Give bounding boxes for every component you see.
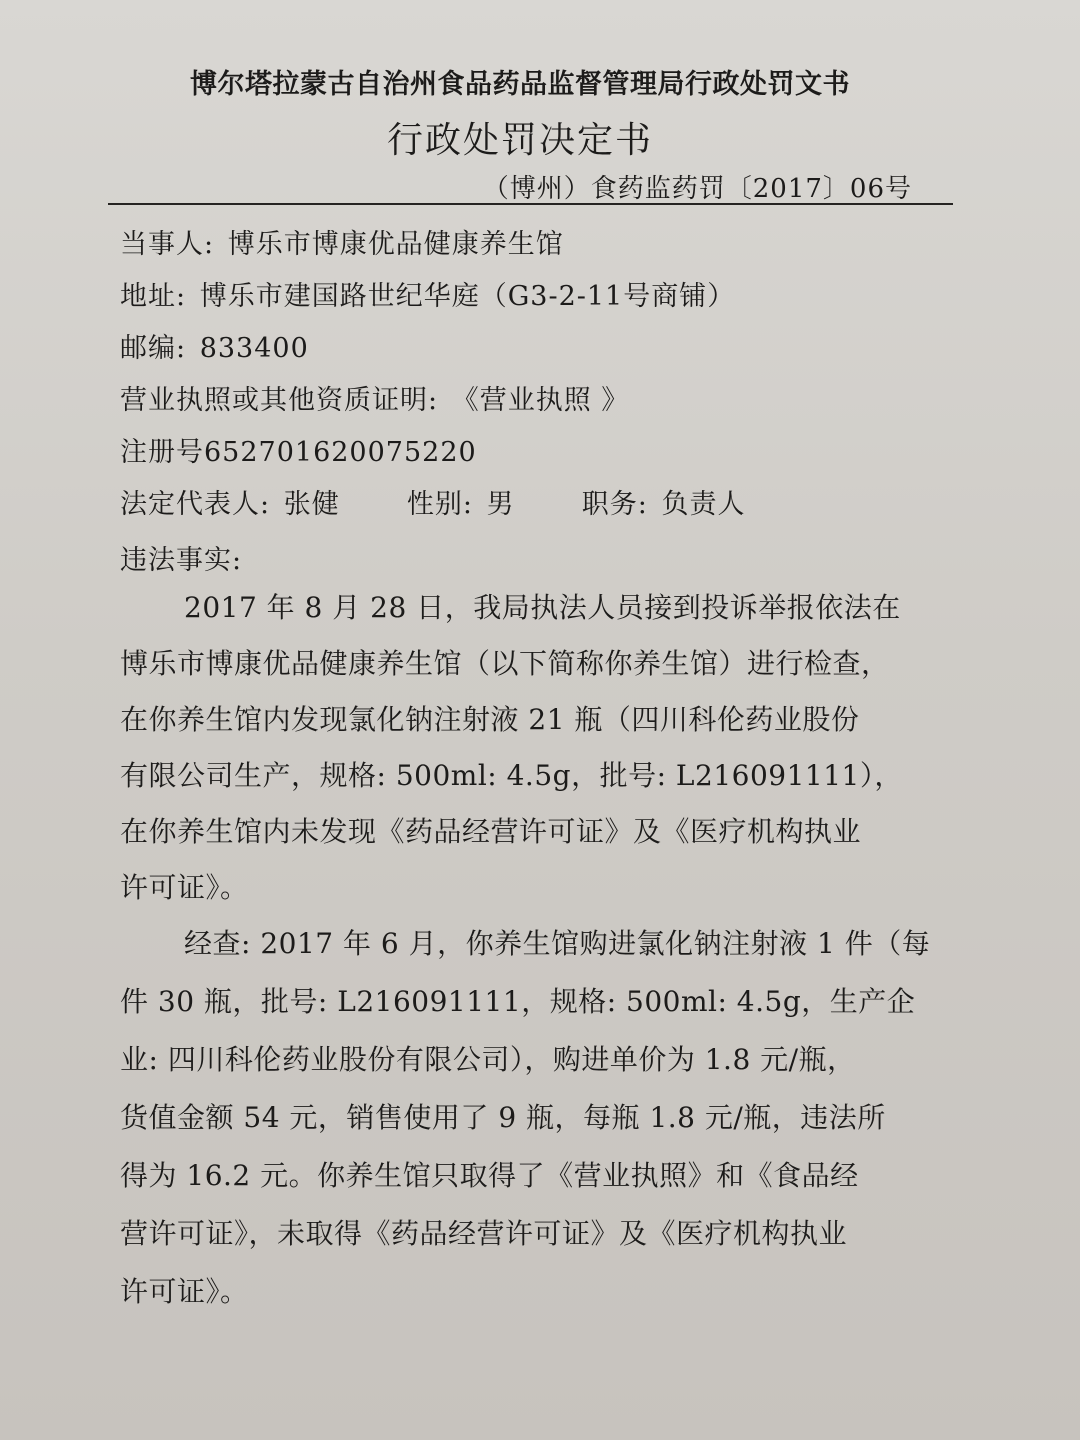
license-line [120, 378, 629, 417]
postcode-line [120, 326, 309, 365]
facts-p2-line: 得为 16.2 元。你养生馆只取得了《营业执照》和《食品经 [120, 1159, 859, 1192]
postcode-value: 833400 [199, 333, 309, 364]
license-label: 营业执照或其他资质证明: [120, 385, 439, 416]
gender-value: 男 [486, 489, 515, 520]
facts-p2-line: 货值金额 54 元，销售使用了 9 瓶，每瓶 1.8 元/瓶，违法所 [120, 1101, 886, 1134]
document-number: （博州）食药监药罚〔2017〕06号 [482, 174, 912, 204]
party-line [120, 222, 564, 261]
issuer-title: 博尔塔拉蒙古自治州食品药品监督管理局行政处罚文书 [190, 69, 850, 100]
registration-label: 注册号 [120, 437, 204, 468]
party-value: 博乐市博康优品健康养生馆 [227, 229, 564, 260]
facts-p2-line: 件 30 瓶，批号: L216091111，规格: 500ml: 4.5g，生产企 [120, 985, 916, 1018]
facts-p2-line: 许可证》。 [120, 1275, 249, 1308]
license-value: 《营业执照 》 [451, 385, 630, 416]
facts-p2-line: 业: 四川科伦药业股份有限公司），购进单价为 1.8 元/瓶， [120, 1043, 856, 1076]
representative-line [120, 482, 745, 521]
facts-p1-line: 许可证》。 [120, 871, 249, 904]
facts-p1-line: 在你养生馆内发现氯化钠注射液 21 瓶（四川科伦药业股份 [120, 703, 860, 736]
address-line [120, 274, 735, 313]
gender-label: 性别: [406, 489, 473, 520]
document-title: 行政处罚决定书 [386, 120, 653, 161]
position-label: 职务: [581, 489, 648, 520]
registration-value: 652701620075220 [204, 437, 477, 468]
registration-line [120, 430, 477, 469]
postcode-label: 邮编: [120, 333, 187, 364]
facts-p1-line: 有限公司生产，规格: 500ml: 4.5g，批号: L216091111）， [120, 759, 903, 792]
representative-label: 法定代表人: [120, 489, 271, 520]
address-label: 地址: [120, 281, 187, 312]
header-rule [108, 203, 953, 205]
party-label: 当事人: [120, 229, 215, 260]
representative-value: 张健 [283, 489, 340, 520]
facts-p2-line: 营许可证》，未取得《药品经营许可证》及《医疗机构执业 [120, 1217, 848, 1250]
facts-p1-line: 在你养生馆内未发现《药品经营许可证》及《医疗机构执业 [120, 815, 862, 848]
facts-p2-line: 经查: 2017 年 6 月，你养生馆购进氯化钠注射液 1 件（每 [184, 927, 931, 960]
facts-p1-line: 2017 年 8 月 28 日，我局执法人员接到投诉举报依法在 [184, 591, 901, 624]
address-value: 博乐市建国路世纪华庭（G3-2-11号商铺） [199, 281, 736, 312]
position-value: 负责人 [661, 489, 746, 520]
facts-p1-line: 博乐市博康优品健康养生馆（以下简称你养生馆）进行检查， [120, 647, 890, 680]
facts-heading: 违法事实: [120, 545, 243, 576]
